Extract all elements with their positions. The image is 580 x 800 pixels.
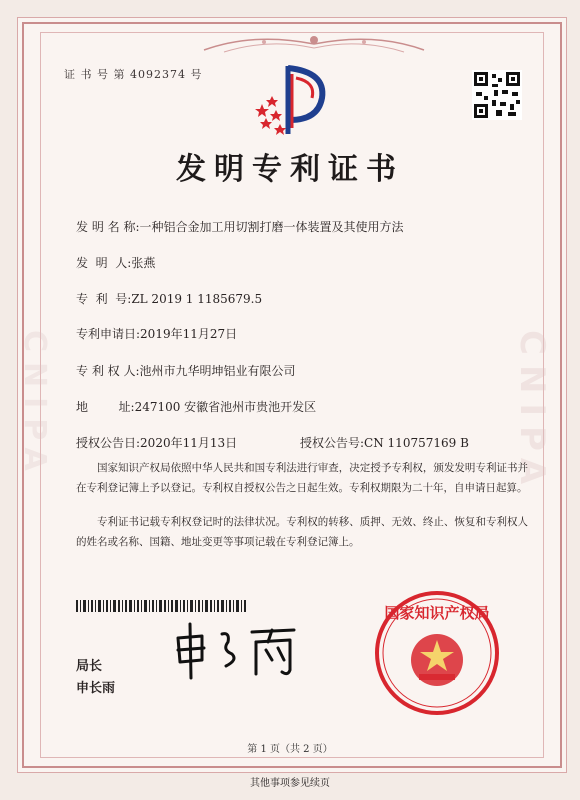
certificate-number-suffix: 号 <box>190 68 203 81</box>
certificate-number-label: 证 书 号 第 <box>64 68 126 81</box>
patentee-label: 专 利 权 人: <box>76 364 140 378</box>
address-value: 247100 安徽省池州市贵池开发区 <box>134 400 317 414</box>
director-signature-icon <box>172 620 302 680</box>
grant-number-label: 授权公告号: <box>300 436 365 450</box>
invention-name-value: 一种铝合金加工用切割打磨一体装置及其使用方法 <box>139 220 404 234</box>
grant-date-value: 2020年11月13日 <box>140 436 238 450</box>
patentee-value: 池州市九华明坤铝业有限公司 <box>139 364 296 378</box>
grant-date-row <box>76 434 237 451</box>
ornament-top-icon <box>194 30 434 56</box>
grant-number-row <box>300 434 469 451</box>
watermark-left: CNIPA <box>17 330 52 481</box>
grant-paragraph: 国家知识产权局依照中华人民共和国专利法进行审查，决定授予专利权，颁发发明专利证书并在专利登记簿上予以登记。专利权自授权公告之日起生效。专利权期限为二十年，自申请日起算。 <box>76 462 528 494</box>
certificate-number-value: 4092374 <box>130 68 186 81</box>
seal-text: 国家知识产权局 <box>384 604 490 622</box>
qr-code-icon <box>472 70 522 120</box>
page-number: 第 1 页（共 2 页） <box>247 744 333 755</box>
certificate-title: 发明专利证书 <box>176 152 404 187</box>
invention-name-row <box>76 218 404 235</box>
cnipa-seal-icon <box>372 588 502 718</box>
filing-date-value: 2019年11月27日 <box>140 327 238 341</box>
patent-number-row <box>76 290 262 307</box>
legal-status-paragraph: 专利证书记载专利权登记时的法律状况。专利权的转移、质押、无效、终止、恢复和专利权人的姓名或名称、国籍、地址变更等事项记载在专利登记簿上。 <box>76 516 528 548</box>
barcode-icon <box>76 600 246 612</box>
director-name: 申长雨 <box>76 681 116 696</box>
inventor-value: 张燕 <box>131 256 156 270</box>
director-title: 局长 <box>76 659 103 674</box>
address-label: 地 址: <box>76 400 135 414</box>
watermark-right: CNIPA <box>512 329 552 495</box>
filing-date-label: 专利申请日: <box>76 327 141 341</box>
patent-number-label: 专 利 号: <box>76 292 132 306</box>
footer-note: 其他事项参见续页 <box>250 778 330 789</box>
cnipa-logo-icon <box>252 58 332 142</box>
grant-number-value: CN 110757169 B <box>364 436 469 450</box>
filing-date-row <box>76 325 237 342</box>
certificate-number <box>64 66 203 82</box>
inventor-label: 发 明 人: <box>76 256 132 270</box>
address-row <box>76 398 316 415</box>
patentee-row <box>76 362 296 379</box>
inventor-row <box>76 254 155 271</box>
grant-date-label: 授权公告日: <box>76 436 141 450</box>
patent-number-value: ZL 2019 1 1185679.5 <box>131 292 263 306</box>
invention-name-label: 发 明 名 称: <box>76 220 140 234</box>
